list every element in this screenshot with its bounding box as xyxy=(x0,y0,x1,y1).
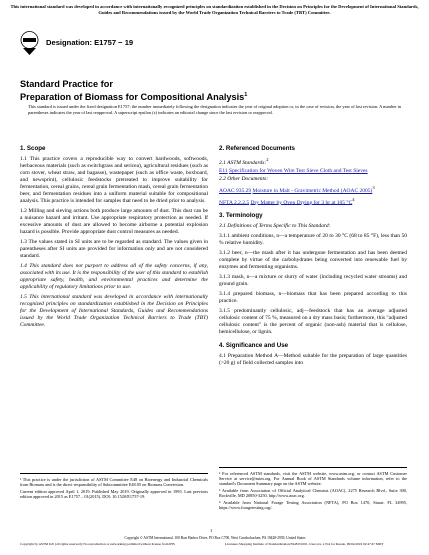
copyright-line: Copyright © ASTM International, 100 Barr Harbor Drive, PO Box C700, West Conshohocken, PA 19428-2959, United States xyxy=(124,536,306,540)
document-title xyxy=(20,79,247,103)
paragraph-1-1: 1.1 This practice covers a reproducible way to convert hardwoods, softwoods, herbaceous materials (such as switchgrass and sericea), agricultural residues (such as corn stover, wheat straw, and bagasse), wastepaper (such as office waste, boxboard, and newsprint), cellulosic feedstocks pretreated to improve suitability for fermentation, cereal grains, cereal grain fermentation mash, cereal grain fermentation beer, and fermentation residues into a uniform material suitable for compositional analysis. This practice is intended for samples that need to be dried prior to analysis. xyxy=(20,156,208,204)
paragraph-1-4: 1.4 This standard does not purport to address all of the safety concerns, if any, associated with its use. It is the responsibility of the user of this standard to establish appropriate safety, health, and environmental practices and determine the applicability of regulatory limitations prior to use. xyxy=(20,263,208,290)
ref-e11 xyxy=(219,168,407,175)
intro-paragraph: This standard is issued under the fixed designation E1757; the number immediately following the designation indicates the year of original adoption or, in the case of revision, the year of last revision. A number in parentheses indicates the year of last reapproval. A superscript epsilon (ε) indicates an editorial change since the last revision or reapproval. xyxy=(28,104,402,115)
footnote-1: ¹ This practice is under the jurisdiction of ASTM Committee E48 on Bioenergy and Industrial Chemicals from Biomass and is the direct responsibility of Subcommittee E48.05 on Biomass Conversion. xyxy=(20,477,208,488)
astm-standards-fn-ref[interactable]: 2 xyxy=(266,157,269,162)
paragraph-3-1-3: 3.1.3 mash, n—a mixture or slurry of water (including recycled water streams) and ground grain. xyxy=(219,274,407,288)
paragraph-3-1-4: 3.1.4 prepared biomass, n—biomass that has been prepared according to this practice. xyxy=(219,291,407,305)
other-documents-label: 2.2 Other Documents: xyxy=(219,175,269,182)
right-column xyxy=(219,145,407,370)
paragraph-3-1-2: 3.1.2 beer, n—the mash after it has undergone fermentation and has been deemed complete by virtue of the carbohydrates being converted into renewable fuel by enzymes and fermenting organisms. xyxy=(219,250,407,271)
ref-aoac xyxy=(219,184,407,195)
astm-standards-label xyxy=(219,156,407,167)
footnote-4: ⁴ Available from National Forage Testing Association (NFTA), PO Box 1470, Stuart, FL 34995, https://www.foragetesting.org/. xyxy=(219,500,407,511)
significance-heading: 4. Significance and Use xyxy=(219,342,289,350)
footnote-1-edition: Current edition approved April 1, 2019. Published May 2019. Originally approved in 1995. Last previous edition approved in 2015 as E1757 – 01(2015). DOI: 10.1520/E1757-19. xyxy=(20,488,208,500)
paragraph-1-5: 1.5 This international standard was developed in accordance with internationally recognized principles on standardization established in the Decision on Principles for the Development of International Standards, Guides and Recommendations issued by the World Trade Organization Technical Barriers to Trade (TBT) Committee. xyxy=(20,294,208,328)
license-notice-right: Licensee=Shopping Institute of Standardization/5948151001, User=xx, x Not for Resale, 09/04/2019 02:47:47 MDT xyxy=(225,542,384,546)
paragraph-3-1-1: 3.1.1 ambient conditions, n—a temperature of 20 to 30 °C (68 to 85 °F), less than 50 % relative humidity. xyxy=(219,233,407,247)
paragraph-3-1: 3.1 Definitions of Terms Specific to This Standard: xyxy=(219,223,331,230)
ref-aoac-fn-ref[interactable]: 3 xyxy=(372,184,375,190)
title-line-1: Standard Practice for xyxy=(20,79,113,89)
license-notice-left: Copyright by ASTM Int'l (all rights reserved); No reproduction or networking permitted without license from IHS xyxy=(20,542,175,546)
ref-nfta-title-link[interactable]: Dry Matter by Oven Drying for 3 hr at 105 °C xyxy=(250,199,353,206)
paragraph-1-2: 1.2 Milling and sieving actions both produce large amounts of dust. This dust can be a nuisance hazard and irritant. Use appropriate respiratory protection as needed. If excessive amounts of dust are allowed to become airborne a potential explosion hazard is possible. Provide appropriate dust control measures as needed. xyxy=(20,208,208,235)
referenced-documents-heading: 2. Referenced Documents xyxy=(219,145,295,152)
paragraph-3-1-5: 3.1.5 predominantly cellulosic, adj—feedstock that has an average adjusted cellulosic content of 75 %, measured on a dry mass basis; furthermore, this "adjusted cellulosic content" is the percent of organic (non-ash) material that is cellulose, hemicellulose, or lignin. xyxy=(219,308,407,336)
title-footnote-ref[interactable]: 1 xyxy=(244,92,248,98)
top-note: This international standard was developed in accordance with internationally recognized principles on standardization established in the Decision on Principles for the Development of International Standards, Guides and Recommendations issued by the World Trade Organization Technical Barriers to Trade (TBT) Committee. xyxy=(10,4,419,15)
footnote-3: ³ Available from Association of Official Analytical Chemists (AOAC), 2275 Research Blvd., Suite 300, Rockville, MD 20850-3250, http://www.aoac.org. xyxy=(219,488,407,499)
scope-heading: 1. Scope xyxy=(20,145,46,152)
title-main: Preparation of Biomass for Compositional Analysis xyxy=(20,92,245,103)
left-column xyxy=(20,145,208,332)
astm-logo-icon xyxy=(20,31,39,56)
designation: Designation: E1757 − 19 xyxy=(46,38,134,47)
paragraph-1-3: 1.3 The values stated in SI units are to be regarded as standard. The values given in parentheses after SI units are provided for information only and are not considered standard. xyxy=(20,239,208,259)
page-number: 1 xyxy=(210,528,213,533)
astm-standards-text: 2.1 ASTM Standards: xyxy=(219,159,267,166)
terminology-heading: 3. Terminology xyxy=(219,212,263,220)
ref-nfta xyxy=(219,196,407,207)
ref-e11-title-link[interactable]: Specification for Woven Wire Test Sieve Cloth and Test Sieves xyxy=(229,167,368,174)
left-footnotes xyxy=(20,473,208,501)
footnote-2: ² For referenced ASTM standards, visit the ASTM website, www.astm.org, or contact ASTM Customer Service at service@astm.org. For Annual Book of ASTM Standards volume information, refer to the standard's Document Summary page on the ASTM website. xyxy=(219,471,407,487)
ref-nfta-fn-ref[interactable]: 4 xyxy=(352,196,355,202)
paragraph-4-1: 4.1 Preparation Method A—Method suitable for the preparation of large quantities (>20 g) of field collected samples into xyxy=(219,353,407,367)
ref-aoac-link[interactable]: AOAC 935.29 xyxy=(219,187,252,194)
ref-nfta-link[interactable]: NFTA 2.2.2.5 xyxy=(219,199,250,206)
ref-e11-link[interactable]: E11 xyxy=(219,167,228,174)
right-footnotes xyxy=(219,467,407,512)
ref-aoac-title-link[interactable]: Moisture in Malt - Gravimetric Method (AOAC 2005) xyxy=(252,187,373,194)
title-line-2 xyxy=(20,90,247,103)
